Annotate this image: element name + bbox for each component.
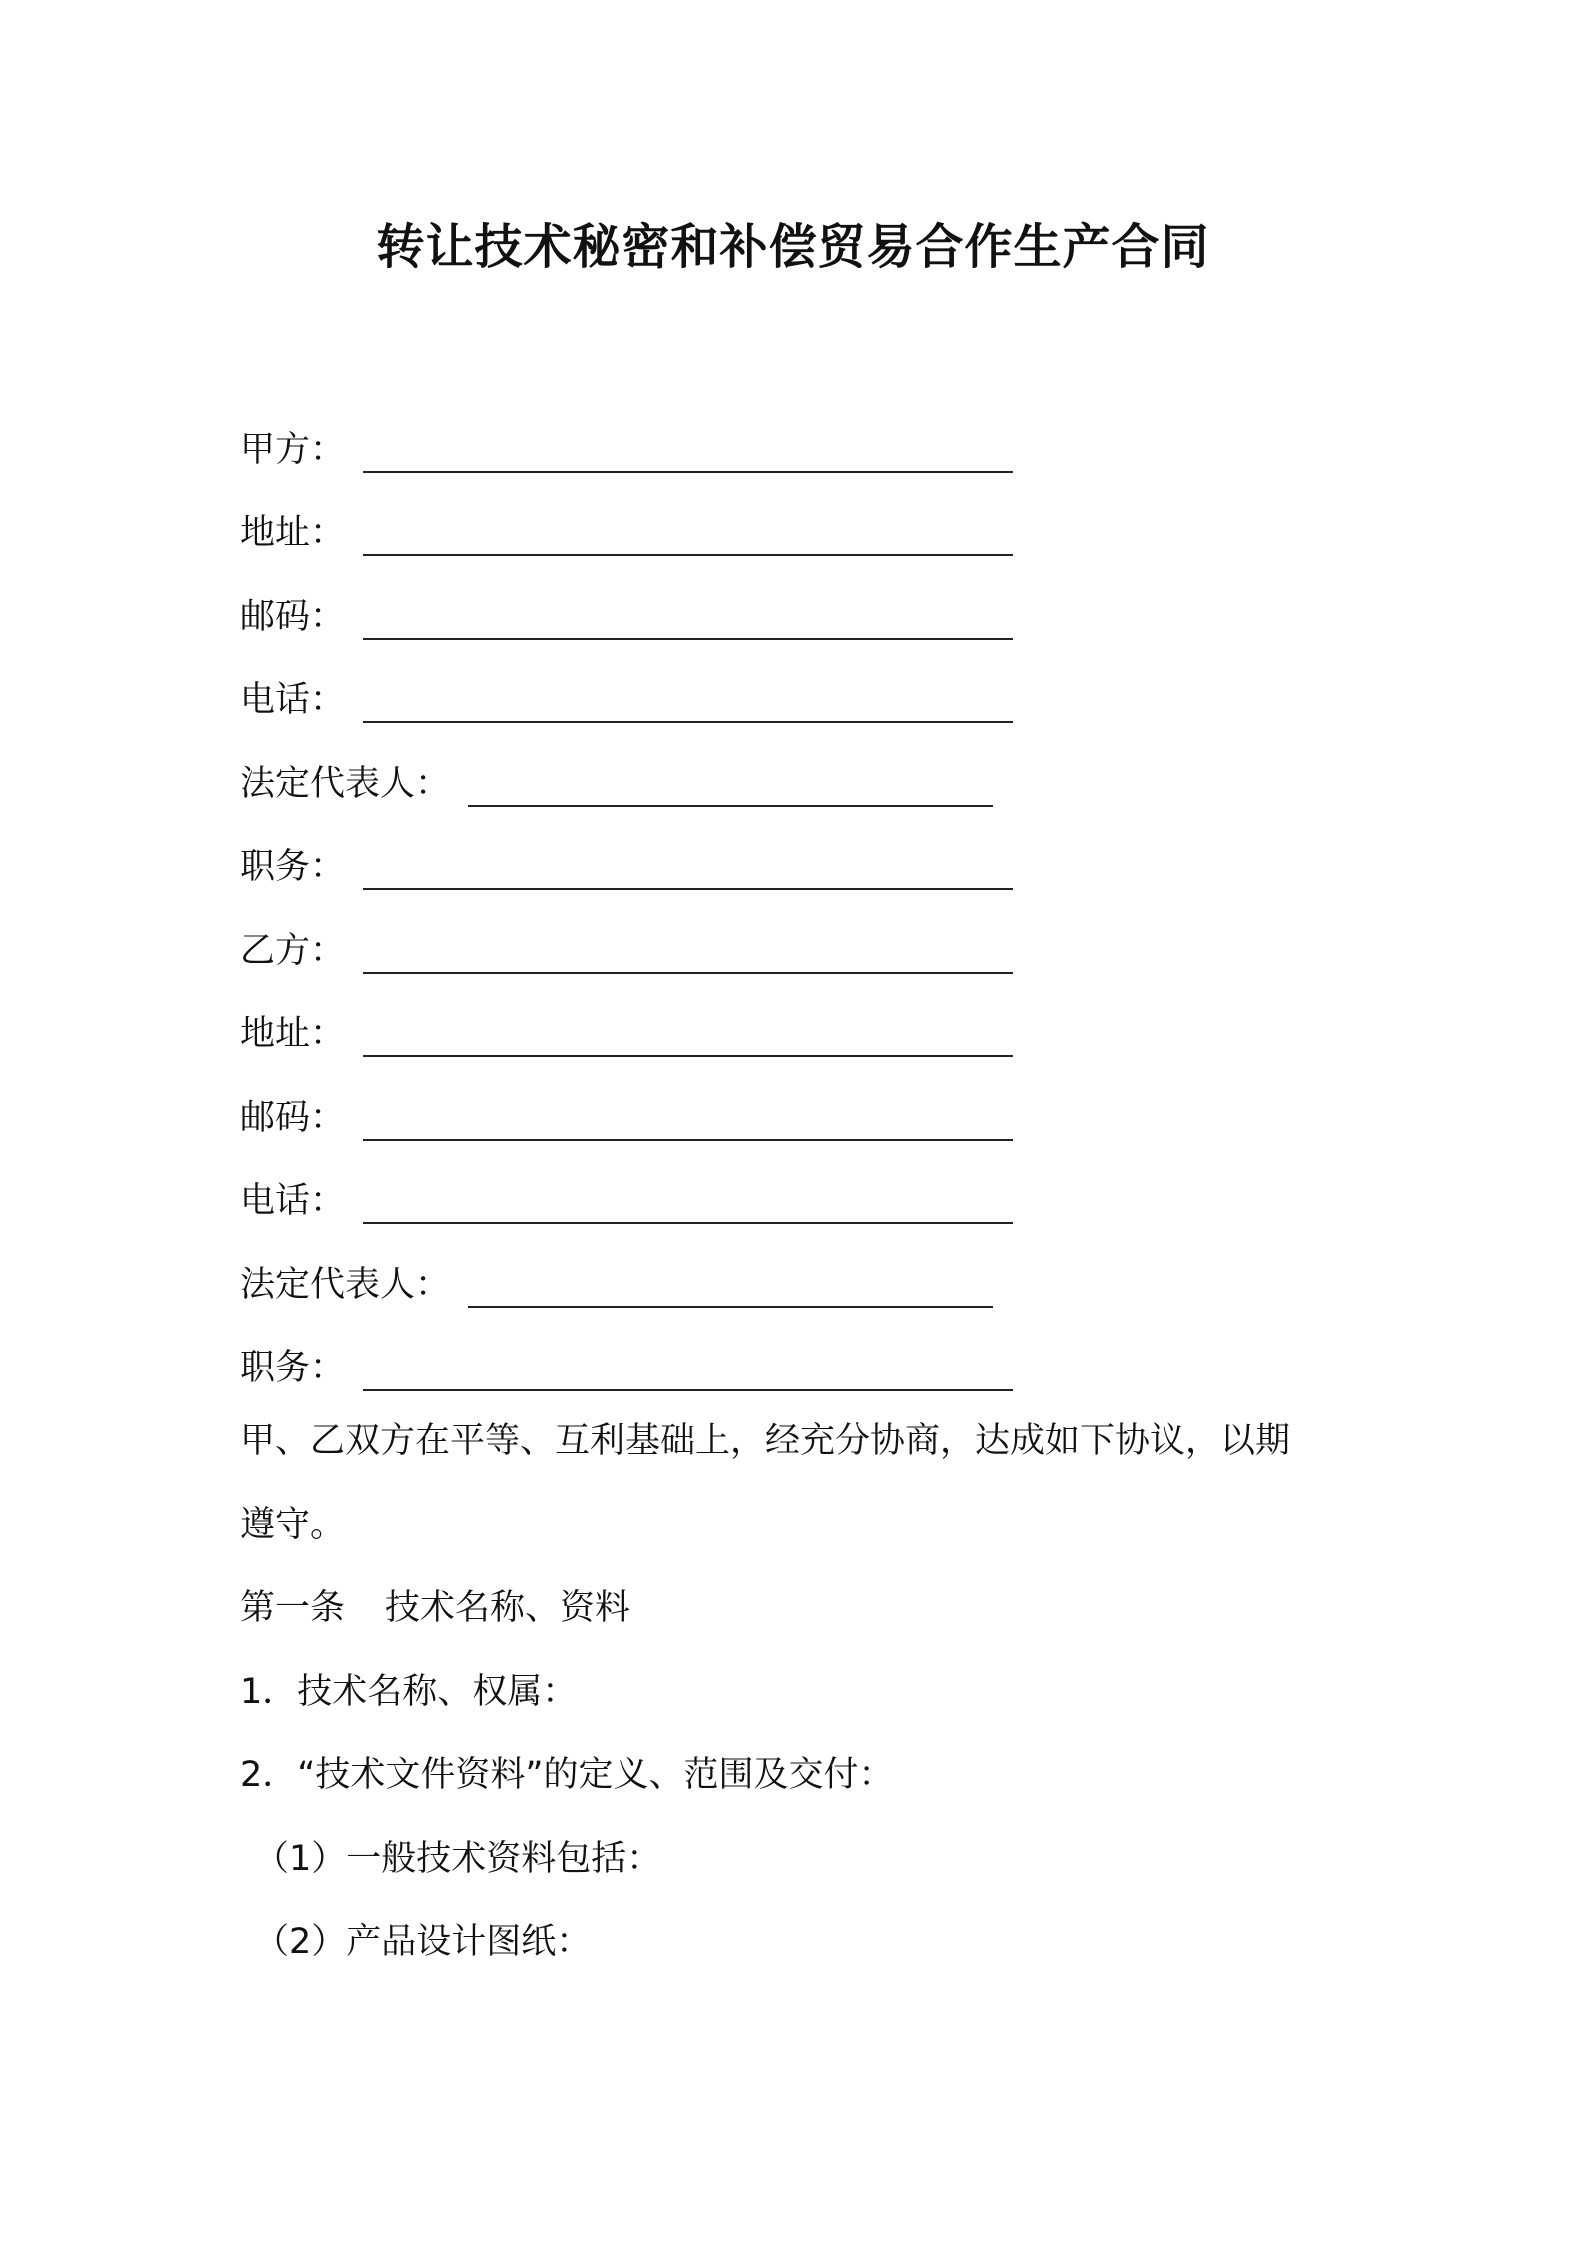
party-b-address-row bbox=[240, 993, 1360, 1077]
party-a-position-blank[interactable] bbox=[363, 844, 1013, 890]
party-a-legal-rep-blank[interactable] bbox=[468, 761, 993, 807]
party-b-name-blank[interactable] bbox=[363, 928, 1013, 974]
party-a-name-row bbox=[240, 408, 1360, 492]
party-b-position-row bbox=[240, 1327, 1360, 1411]
preamble-line-1: 甲、乙双方在平等、互利基础上，经充分协商，达成如下协议，以期 bbox=[240, 1421, 1291, 1461]
party-a-phone-label: 电话： bbox=[240, 680, 346, 721]
party-b-address-blank[interactable] bbox=[363, 1011, 1013, 1057]
party-b-legal-rep-label: 法定代表人： bbox=[240, 1264, 451, 1305]
party-fields bbox=[240, 408, 1360, 1410]
party-a-postcode-row bbox=[240, 575, 1360, 659]
article-1-item-1: 1．技术名称、权属： bbox=[240, 1671, 578, 1712]
party-b-position-label: 职务： bbox=[240, 1348, 346, 1389]
party-a-name-label: 甲方： bbox=[240, 429, 346, 470]
party-a-postcode-label: 邮码： bbox=[240, 596, 346, 637]
article-1-subitem-1: （1）一般技术资料包括： bbox=[254, 1838, 662, 1879]
contract-body bbox=[240, 1400, 1360, 1985]
document-title: 转让技术秘密和补偿贸易合作生产合同 bbox=[376, 219, 1210, 275]
party-a-address-label: 地址： bbox=[240, 513, 346, 554]
article-1-heading bbox=[240, 1567, 1360, 1651]
party-a-postcode-blank[interactable] bbox=[363, 594, 1013, 640]
party-b-address-label: 地址： bbox=[240, 1014, 346, 1055]
party-b-position-blank[interactable] bbox=[363, 1345, 1013, 1391]
party-a-legal-rep-label: 法定代表人： bbox=[240, 763, 451, 804]
party-a-phone-row bbox=[240, 659, 1360, 743]
article-1-item-2: 2．“技术文件资料”的定义、范围及交付： bbox=[240, 1755, 894, 1795]
party-a-position-label: 职务： bbox=[240, 847, 346, 888]
preamble-line-2: 遵守。 bbox=[240, 1504, 346, 1545]
party-b-name-label: 乙方： bbox=[240, 930, 346, 971]
party-a-name-blank[interactable] bbox=[363, 427, 1013, 473]
article-1-number: 第一条 bbox=[240, 1588, 346, 1628]
party-b-phone-row bbox=[240, 1160, 1360, 1244]
party-b-name-row bbox=[240, 909, 1360, 993]
party-b-postcode-row bbox=[240, 1076, 1360, 1160]
party-a-legal-rep-row bbox=[240, 742, 1360, 826]
party-a-address-row bbox=[240, 492, 1360, 576]
article-1-title: 技术名称、资料 bbox=[385, 1588, 631, 1628]
party-a-position-row bbox=[240, 826, 1360, 910]
party-b-postcode-label: 邮码： bbox=[240, 1097, 346, 1138]
party-b-phone-blank[interactable] bbox=[363, 1178, 1013, 1224]
party-b-phone-label: 电话： bbox=[240, 1181, 346, 1222]
party-a-phone-blank[interactable] bbox=[363, 677, 1013, 723]
party-b-legal-rep-blank[interactable] bbox=[468, 1262, 993, 1308]
party-b-legal-rep-row bbox=[240, 1243, 1360, 1327]
party-a-address-blank[interactable] bbox=[363, 510, 1013, 556]
article-1-subitem-2: （2）产品设计图纸： bbox=[254, 1922, 592, 1962]
party-b-postcode-blank[interactable] bbox=[363, 1095, 1013, 1141]
